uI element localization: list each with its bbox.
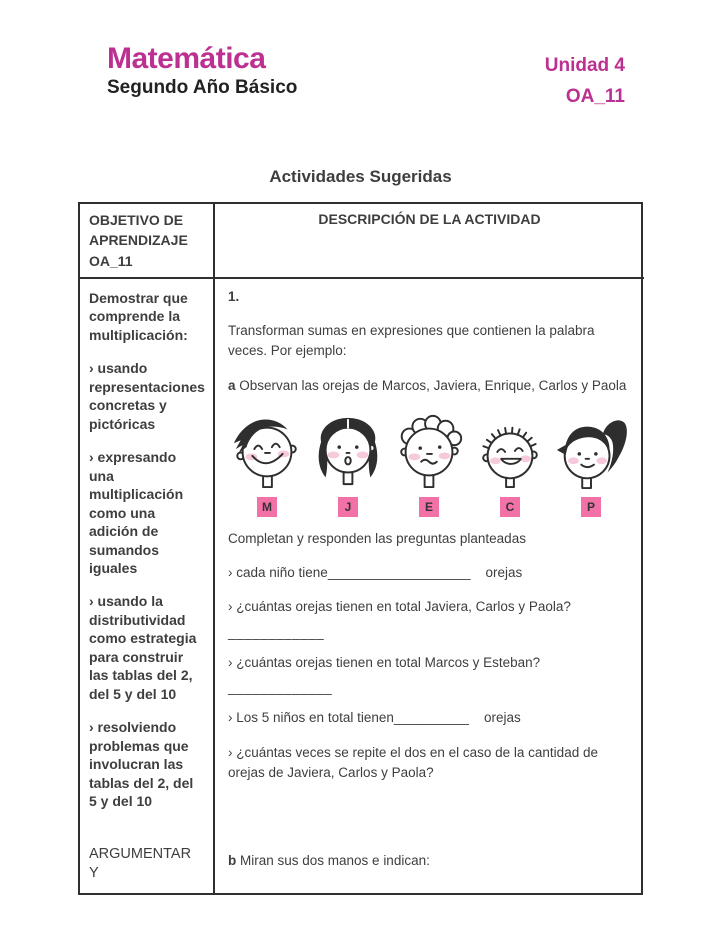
unit-label: Unidad 4 xyxy=(544,55,625,76)
child-letter-badge: J xyxy=(338,497,358,517)
item-a-text: Observan las orejas de Marcos, Javiera, Enrique, Carlos y Paola xyxy=(235,377,627,393)
child-figure-javiera xyxy=(309,412,387,517)
question-line: › ¿cuántas orejas tienen en total Javiera, Carlos y Paola? xyxy=(228,599,571,615)
subject-title: Matemática xyxy=(107,42,266,75)
grade-subtitle: Segundo Año Básico xyxy=(107,76,298,98)
objective-cell xyxy=(80,279,215,894)
child-letter-badge: E xyxy=(419,497,439,517)
objective-footer: ARGUMENTAR Y xyxy=(89,846,192,882)
child-figure-paola xyxy=(552,412,630,517)
questions-intro: Completan y responden las preguntas planteadas xyxy=(228,530,526,546)
child-figure-enrique xyxy=(390,412,468,517)
question-line: › cada niño tiene___________________ orejas xyxy=(228,565,523,581)
activity-number: 1. xyxy=(228,288,240,304)
item-b-text: Miran sus dos manos e indican: xyxy=(236,853,430,869)
answer-blank: ____________ xyxy=(228,624,325,640)
child-figure-marcos xyxy=(228,412,306,517)
item-b xyxy=(228,851,630,871)
enrique-face-icon xyxy=(390,412,468,490)
child-letter-badge: M xyxy=(257,497,277,517)
page-header xyxy=(107,42,625,113)
oa-code: OA_11 xyxy=(565,86,625,108)
header-right xyxy=(545,42,625,113)
children-faces-row xyxy=(228,412,630,517)
item-b-label: b xyxy=(228,853,237,869)
item-a-label: a xyxy=(228,377,236,393)
page-title: Actividades Sugeridas xyxy=(269,167,452,186)
carlos-face-icon xyxy=(471,412,549,490)
header-left xyxy=(107,42,297,99)
javiera-face-icon xyxy=(309,412,387,490)
activity-header-cell: DESCRIPCIÓN DE LA ACTIVIDAD xyxy=(215,204,644,279)
question-line: › ¿cuántas veces se repite el dos en el caso de la cantidad de orejas de Javiera, Carlos y Paola? xyxy=(228,744,598,780)
activities-table xyxy=(78,202,643,895)
objective-header-cell: OBJETIVO DE APRENDIZAJE OA_11 xyxy=(80,204,215,279)
objective-bullet: › usando representaciones concretas y pictóricas xyxy=(89,360,205,432)
question-line: › Los 5 niños en total tienen__________ orejas xyxy=(228,710,521,726)
question-line: › ¿cuántas orejas tienen en total Marcos y Esteban? xyxy=(228,654,541,670)
objective-bullet: › usando la distributividad como estrategia para construir las tablas del 2, del 5 y del 10 xyxy=(89,593,197,702)
child-figure-carlos xyxy=(471,412,549,517)
marcos-face-icon xyxy=(228,412,306,490)
objective-bullet: › resolviendo problemas que involucran las tablas del 2, del 5 y del 10 xyxy=(89,719,194,810)
item-a xyxy=(228,376,630,396)
paola-face-icon xyxy=(552,412,630,490)
activity-cell xyxy=(215,279,644,894)
objective-intro: Demostrar que comprende la multiplicación: xyxy=(89,289,188,343)
answer-blank: _____________ xyxy=(228,680,333,696)
child-letter-badge: P xyxy=(581,497,601,517)
objective-bullet: › expresando una multiplicación como una adición de sumandos iguales xyxy=(89,449,184,576)
child-letter-badge: C xyxy=(500,497,520,517)
activity-intro: Transforman sumas en expresiones que contienen la palabra veces. Por ejemplo: xyxy=(228,323,595,359)
